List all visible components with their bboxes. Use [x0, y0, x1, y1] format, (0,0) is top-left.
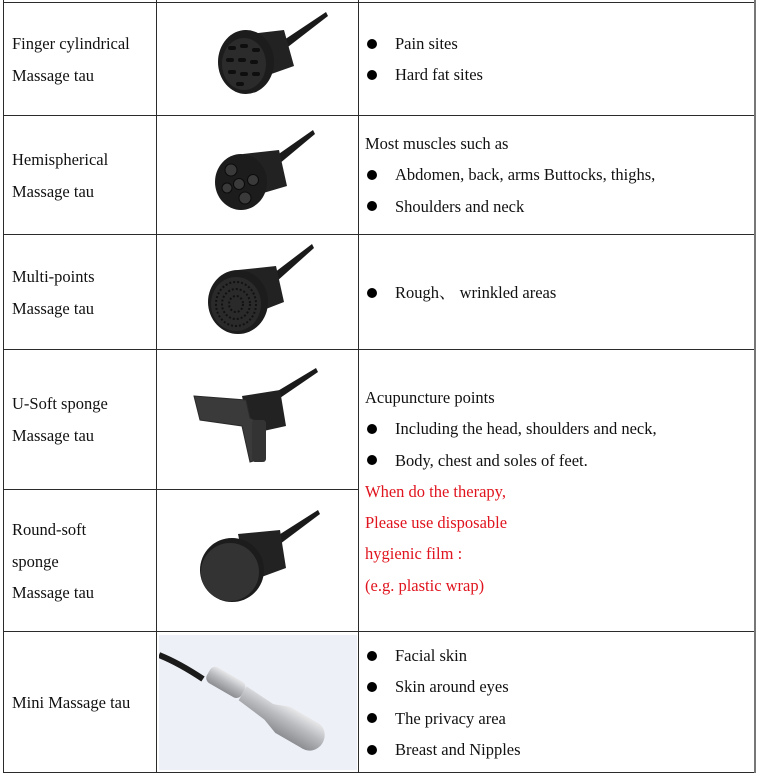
warning-text: When do the therapy, [365, 481, 506, 501]
bullet-text: Rough、 wrinkled areas [395, 283, 557, 302]
bullet-item [365, 671, 521, 702]
name-line: Hemispherical [12, 150, 109, 169]
row-name-mini-massage [12, 687, 130, 719]
bullet-item [365, 703, 521, 734]
sponge-merged-description [365, 382, 657, 601]
bullet-item [365, 28, 483, 59]
column-divider [156, 0, 157, 773]
multi-points-head-image [192, 240, 316, 344]
bullet-icon [367, 39, 377, 49]
row-divider [3, 115, 755, 116]
bullet-text: Pain sites [395, 34, 458, 53]
bullet-item [365, 413, 657, 444]
bullet-item [365, 191, 655, 222]
bullet-text: Body, chest and soles of feet. [395, 450, 588, 470]
row-description-hemispherical [365, 128, 655, 222]
bullet-item [365, 159, 655, 190]
bullet-text: Abdomen, back, arms Buttocks, thighs, [395, 165, 656, 185]
warning-text: (e.g. plastic wrap) [365, 575, 485, 595]
name-line: sponge [12, 551, 59, 571]
bullet-icon [367, 424, 377, 434]
bullet-icon [367, 682, 377, 692]
row-description-mini-massage [365, 640, 521, 765]
hemispherical-head-image [203, 124, 315, 224]
bullet-icon [367, 288, 377, 298]
bullet-item [365, 445, 657, 476]
bullet-item [365, 59, 483, 90]
row-divider [3, 349, 755, 350]
bullet-text: Facial skin [395, 646, 467, 665]
description-intro: Acupuncture points [365, 388, 495, 407]
bullet-text: Shoulders and neck [395, 196, 525, 216]
name-line: Multi-points [12, 267, 95, 286]
name-line: Massage tau [12, 298, 95, 318]
mini-massage-head-image [159, 635, 357, 770]
warning-text: hygienic film : [365, 544, 463, 564]
warning-text: Please use disposable [365, 513, 508, 533]
name-line: Round-soft [12, 520, 87, 539]
bullet-icon [367, 170, 377, 180]
bullet-item [365, 640, 521, 671]
name-line: U-Soft sponge [12, 394, 108, 413]
name-line: Mini Massage tau [12, 693, 131, 712]
table-border-top [3, 2, 755, 3]
table-border-left [3, 0, 4, 773]
bullet-text: Skin around eyes [395, 677, 509, 697]
bullet-item [365, 277, 556, 308]
bullet-icon [367, 745, 377, 755]
row-divider [3, 234, 755, 235]
bullet-icon [367, 201, 377, 211]
round-soft-sponge-head-image [190, 504, 322, 614]
bullet-text: Including the head, shoulders and neck, [395, 419, 657, 439]
row-name-round-soft-sponge [12, 514, 94, 609]
row-description-finger-cylindrical [365, 28, 483, 91]
description-intro: Most muscles such as [365, 134, 509, 153]
name-line: Massage tau [12, 181, 95, 201]
finger-cylindrical-head-image [198, 6, 330, 106]
bullet-icon [367, 651, 377, 661]
bullet-icon [367, 455, 377, 465]
name-line: Massage tau [12, 65, 95, 85]
row-name-multi-points [12, 261, 95, 324]
table-border-right [754, 0, 756, 773]
column-divider [358, 0, 359, 773]
bullet-item [365, 734, 521, 765]
bullet-text: The privacy area [395, 708, 506, 728]
row-divider [3, 489, 359, 490]
bullet-text: Breast and Nipples [395, 739, 521, 759]
row-name-u-soft-sponge [12, 388, 108, 451]
row-name-finger-cylindrical [12, 28, 130, 91]
name-line: Massage tau [12, 425, 95, 445]
u-soft-sponge-head-image [180, 360, 320, 480]
bullet-text: Hard fat sites [395, 65, 483, 85]
row-description-multi-points [365, 277, 556, 308]
row-divider [3, 631, 755, 632]
table-border-bottom [3, 772, 755, 773]
row-name-hemispherical [12, 144, 108, 207]
name-line: Massage tau [12, 583, 95, 602]
bullet-icon [367, 70, 377, 80]
bullet-icon [367, 713, 377, 723]
name-line: Finger cylindrical [12, 34, 130, 53]
